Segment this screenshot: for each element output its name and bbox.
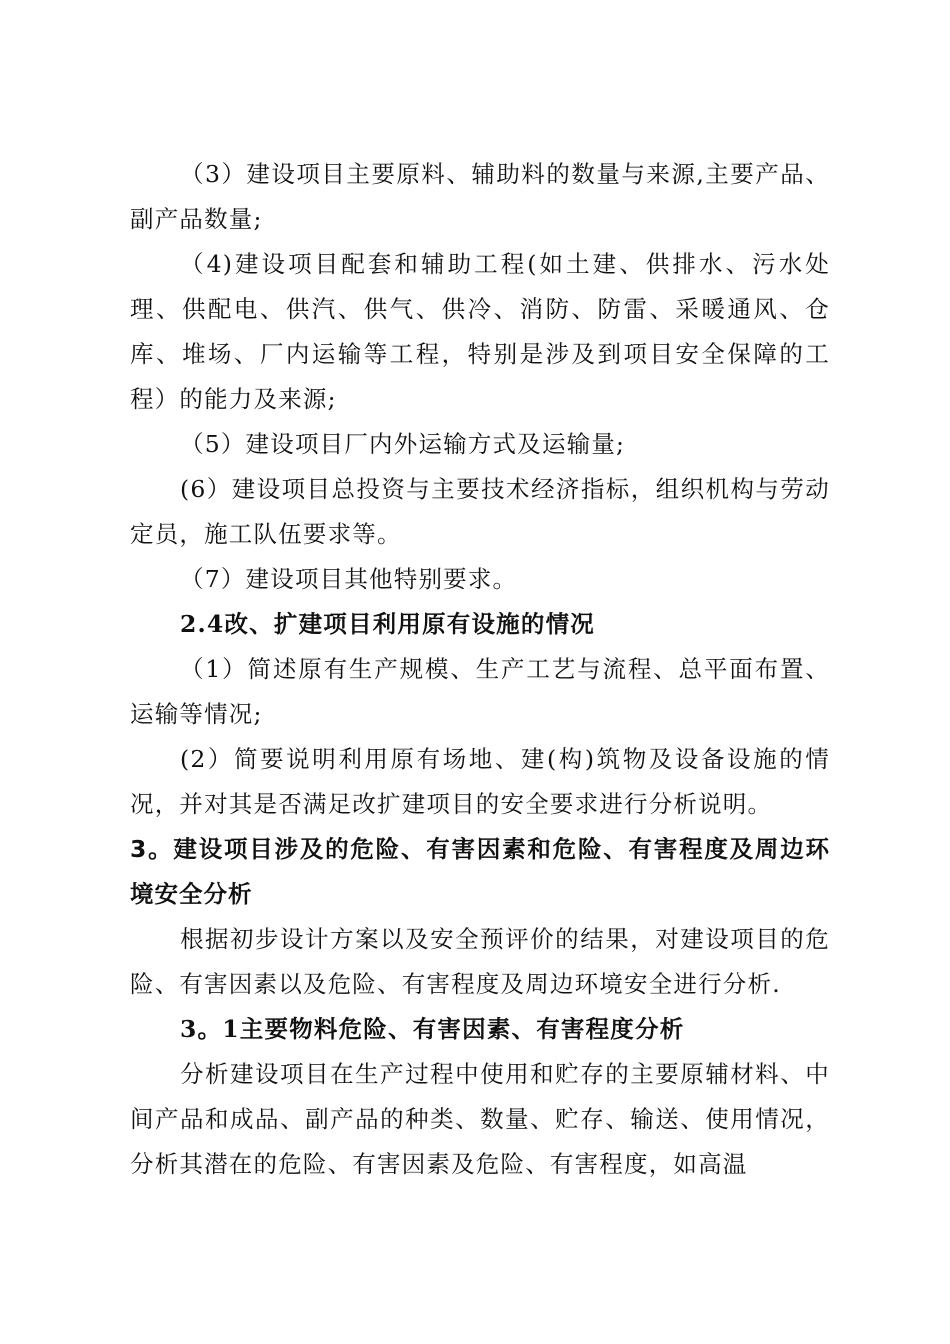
paragraph-item-5: （5）建设项目厂内外运输方式及运输量; <box>180 430 626 458</box>
document-body <box>130 152 830 1187</box>
paragraph-item-3: （3）建设项目主要原料、辅助料的数量与来源,主要产品、副产品数量; <box>130 160 830 233</box>
paragraph-analysis: 分析建设项目在生产过程中使用和贮存的主要原辅材料、中间产品和成品、副产品的种类、数量、贮存、输送、使用情况，分析其潜在的危险、有害因素及危险、有害程度，如高温 <box>130 1060 830 1178</box>
section-heading-3-1: 3。1主要物料危险、有害因素、有害程度分析 <box>180 1015 685 1043</box>
section-heading-2-4: 2.4改、扩建项目利用原有设施的情况 <box>180 610 595 638</box>
paragraph-item-1: （1）简述原有生产规模、生产工艺与流程、总平面布置、运输等情况; <box>130 655 830 728</box>
paragraph-item-6: (6）建设项目总投资与主要技术经济指标，组织机构与劳动定员，施工队伍要求等。 <box>130 475 830 548</box>
paragraph-intro: 根据初步设计方案以及安全预评价的结果，对建设项目的危险、有害因素以及危险、有害程度及周边环境安全进行分析. <box>130 925 830 998</box>
section-heading-3: 3。建设项目涉及的危险、有害因素和危险、有害程度及周边环境安全分析 <box>130 835 830 908</box>
paragraph-item-4: （4)建设项目配套和辅助工程(如土建、供排水、污水处理、供配电、供汽、供气、供冷、消防、防雷、采暖通风、仓库、堆场、厂内运输等工程，特别是涉及到项目安全保障的工程）的能力及来源; <box>130 250 830 413</box>
paragraph-item-2: (2）简要说明利用原有场地、建(构)筑物及设备设施的情况，并对其是否满足改扩建项目的安全要求进行分析说明。 <box>130 745 830 818</box>
paragraph-item-7: （7）建设项目其他特别要求。 <box>180 565 518 593</box>
